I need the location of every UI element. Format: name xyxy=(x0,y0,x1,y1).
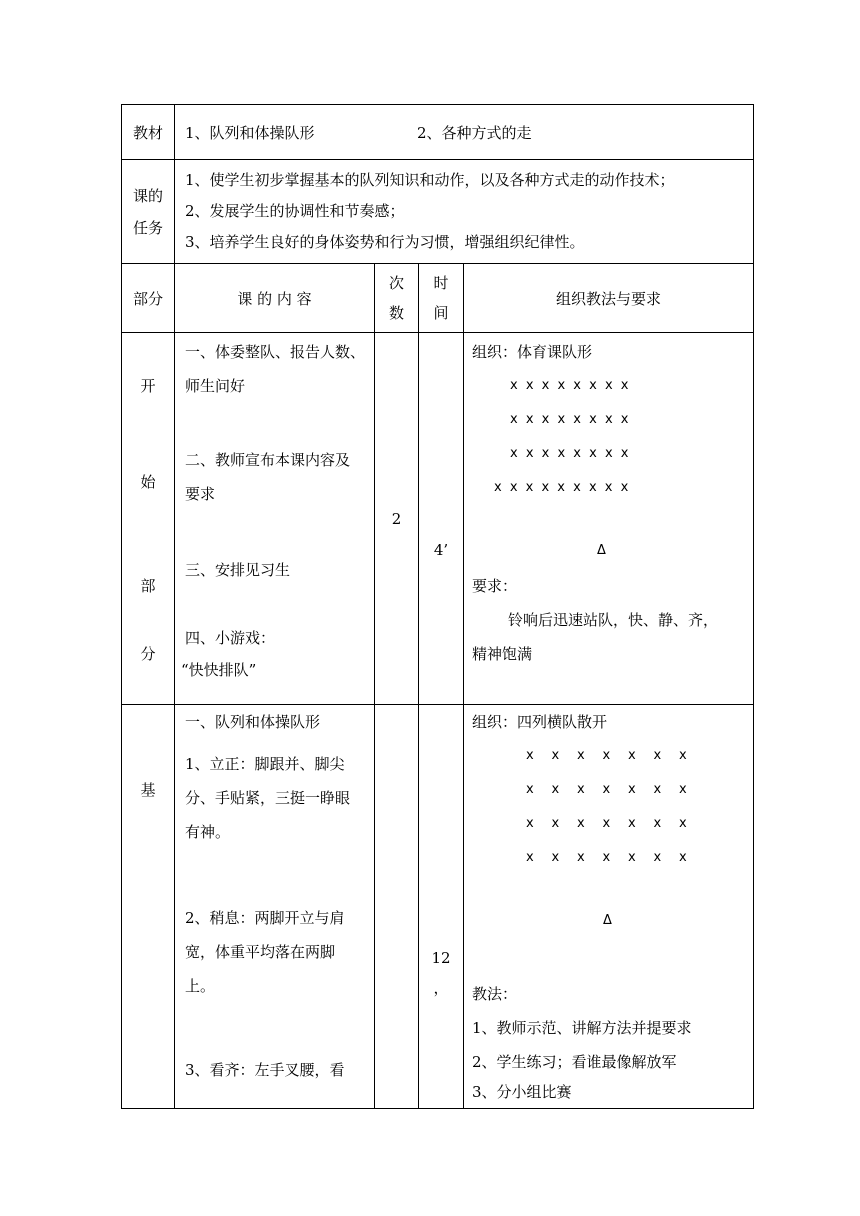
opening-section xyxy=(122,333,754,705)
basic-org-title: 组织：四列横队散开 xyxy=(472,713,608,731)
formation-x: x xyxy=(653,850,662,865)
basic-part-1: 基 xyxy=(140,781,156,799)
basic-section xyxy=(122,705,754,1109)
basic-content xyxy=(175,705,375,1109)
opening-req-title: 要求： xyxy=(472,577,518,595)
formation-x: x xyxy=(602,748,611,763)
opening-req-line-1: 铃响后迅速站队，快、静、齐， xyxy=(508,611,719,629)
formation-x: x xyxy=(526,816,534,831)
basic-method xyxy=(464,705,754,1109)
formation-x: x xyxy=(526,850,534,865)
opening-part-4: 分 xyxy=(140,645,156,663)
opening-item-4a: 四、小游戏： xyxy=(185,629,276,647)
task-row xyxy=(122,160,754,264)
basic-formation-row xyxy=(526,807,705,841)
opening-item-2b: 要求 xyxy=(185,485,216,503)
opening-formation-row: x x x x x x x x x xyxy=(494,480,631,495)
basic-method-title: 教法： xyxy=(472,985,518,1003)
material-label: 教材 xyxy=(122,105,175,160)
material-item-1: 1、队列和体操队形 xyxy=(185,123,315,142)
basic-method-3: 3、分小组比赛 xyxy=(472,1083,572,1101)
opening-formation-row: x x x x x x x x xyxy=(510,412,631,427)
formation-x: x xyxy=(653,782,662,797)
formation-x: x xyxy=(577,850,585,865)
formation-x: x xyxy=(526,748,534,763)
opening-time xyxy=(419,333,464,705)
formation-x: x xyxy=(679,850,687,865)
basic-part xyxy=(122,705,175,1109)
formation-x: x xyxy=(551,850,560,865)
basic-item-3b: 宽，体重平均落在两脚 xyxy=(185,943,336,961)
formation-x: x xyxy=(628,782,636,797)
opening-req-line-2: 精神饱满 xyxy=(472,645,533,663)
task-label-1: 课的 xyxy=(132,186,163,205)
task-content xyxy=(175,160,754,264)
formation-x: x xyxy=(628,816,636,831)
formation-x: x xyxy=(602,850,611,865)
header-content: 课 的 内 容 xyxy=(175,264,375,333)
header-time-1: 时 xyxy=(433,274,449,292)
opening-content xyxy=(175,333,375,705)
opening-part-1: 开 xyxy=(140,377,156,395)
header-count-1: 次 xyxy=(388,274,404,292)
header-count-2: 数 xyxy=(388,304,404,322)
opening-org-title: 组织：体育课队形 xyxy=(472,343,593,361)
opening-item-1b: 师生问好 xyxy=(185,377,246,395)
header-time-2: 间 xyxy=(433,304,449,322)
opening-formation-row: x x x x x x x x xyxy=(510,446,631,461)
basic-time-1: 12 xyxy=(431,949,451,967)
formation-x: x xyxy=(679,748,687,763)
formation-x: x xyxy=(577,816,585,831)
basic-formation xyxy=(526,739,705,875)
basic-item-4a: 3、看齐：左手叉腰，看 xyxy=(185,1061,345,1079)
basic-time-2: ， xyxy=(433,979,449,997)
header-time xyxy=(419,264,464,333)
header-count xyxy=(375,264,419,333)
task-line-2: 2、发展学生的协调性和节奏感； xyxy=(185,202,405,220)
formation-x: x xyxy=(628,850,636,865)
formation-x: x xyxy=(526,782,534,797)
opening-part-3: 部 xyxy=(140,577,156,595)
task-line-3: 3、培养学生良好的身体姿势和行为习惯，增强组织纪律性。 xyxy=(185,233,585,251)
opening-item-1a: 一、体委整队、报告人数、 xyxy=(185,343,366,361)
formation-x: x xyxy=(551,782,560,797)
basic-count xyxy=(375,705,419,1109)
formation-x: x xyxy=(577,782,585,797)
formation-x: x xyxy=(653,748,662,763)
lesson-plan-table xyxy=(121,104,754,1109)
formation-x: x xyxy=(551,816,560,831)
opening-item-4b: “快快排队” xyxy=(181,661,257,679)
opening-part-2: 始 xyxy=(140,473,156,491)
opening-item-3: 三、安排见习生 xyxy=(185,561,291,579)
opening-part xyxy=(122,333,175,705)
basic-item-1: 一、队列和体操队形 xyxy=(185,713,321,731)
material-content xyxy=(175,105,754,160)
opening-formation xyxy=(494,369,630,505)
task-label xyxy=(122,160,175,264)
basic-item-3c: 上。 xyxy=(185,977,216,995)
basic-item-2b: 分、手贴紧，三挺一睁眼 xyxy=(185,789,351,807)
basic-method-1: 1、教师示范、讲解方法并提要求 xyxy=(472,1019,692,1037)
basic-item-3a: 2、稍息：两脚开立与肩 xyxy=(185,909,345,927)
header-row xyxy=(122,264,754,333)
basic-time xyxy=(419,705,464,1109)
basic-teacher-mark: Δ xyxy=(603,913,612,928)
header-method: 组织教法与要求 xyxy=(464,264,754,333)
task-line-1: 1、使学生初步掌握基本的队列知识和动作，以及各种方式走的动作技术； xyxy=(185,171,675,189)
basic-item-2a: 1、立正：脚跟并、脚尖 xyxy=(185,755,345,773)
formation-x: x xyxy=(628,748,636,763)
basic-formation-row xyxy=(526,773,705,807)
formation-x: x xyxy=(577,748,585,763)
formation-x: x xyxy=(551,748,560,763)
header-part: 部分 xyxy=(122,264,175,333)
formation-x: x xyxy=(602,816,611,831)
material-item-2: 2、各种方式的走 xyxy=(417,123,532,142)
formation-x: x xyxy=(679,816,687,831)
formation-x: x xyxy=(602,782,611,797)
opening-time-value: 4’ xyxy=(433,541,449,559)
task-label-2: 任务 xyxy=(132,218,163,237)
opening-formation-row: x x x x x x x x xyxy=(510,378,631,393)
basic-method-2: 2、学生练习；看谁最像解放军 xyxy=(472,1053,677,1071)
material-row xyxy=(122,105,754,160)
opening-teacher-mark: Δ xyxy=(597,543,606,558)
formation-x: x xyxy=(679,782,687,797)
opening-count: 2 xyxy=(375,333,419,705)
opening-item-2a: 二、教师宣布本课内容及 xyxy=(185,451,351,469)
opening-method xyxy=(464,333,754,705)
basic-item-2c: 有神。 xyxy=(185,823,231,841)
basic-formation-row xyxy=(526,739,705,773)
basic-formation-row xyxy=(526,841,705,875)
formation-x: x xyxy=(653,816,662,831)
